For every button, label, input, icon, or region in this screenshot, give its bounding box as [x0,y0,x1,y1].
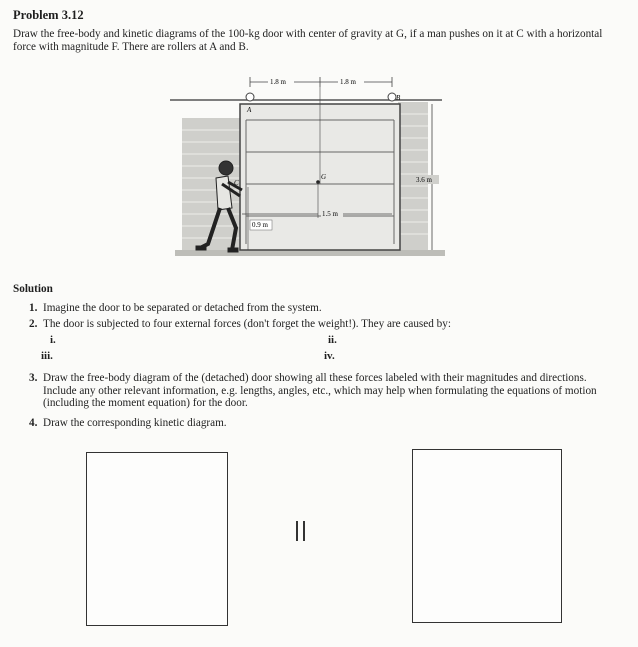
dim-height: 3.6 m [416,176,432,184]
label-g: G [321,173,327,181]
step-text: Imagine the door to be separated or detached from the system. [43,302,322,314]
step-text: The door is subjected to four external forces (don't forget the weight!). They are caused by: [43,318,451,330]
label-c: C [234,179,239,187]
sub-item-i: i. [50,334,56,346]
step-number: 3. [29,372,38,384]
problem-statement: Draw the free-body and kinetic diagrams of the 100-kg door with center of gravity at G, if a man pushes on it at C with a horizontal force with magnitude F. There are rollers at A and B. [13,28,603,53]
dim-g-to-c: 1.5 m [322,210,338,218]
label-a: A [247,106,252,114]
roller-b-icon [388,93,396,101]
step-number: 2. [29,318,38,330]
dim-push-height: 0.9 m [252,221,268,229]
step-text: Draw the free-body diagram of the (detached) door showing all these forces labeled with their magnitudes and directions. Include any other relevant information, e.g. lengths, angles, etc., which may help when formulating the equations of motion (including the moment equation) for the door. [43,372,597,409]
sub-item-iv: iv. [324,350,335,362]
dim-top-left: 1.8 m [270,78,286,86]
sub-item-iii: iii. [41,350,53,362]
step-number: 1. [29,302,38,314]
step-4 [29,417,227,430]
step-1 [29,302,322,315]
free-body-diagram-box[interactable] [86,452,228,626]
step-3 [29,372,597,409]
equals-sign [296,521,306,541]
solution-heading: Solution [13,283,53,295]
roller-a-icon [246,93,254,101]
sub-item-ii: ii. [328,334,337,346]
step-number: 4. [29,417,38,429]
problem-title: Problem 3.12 [13,8,84,22]
door-figure [170,72,450,262]
step-2 [29,318,451,331]
kinetic-diagram-box[interactable] [412,449,562,623]
label-b: B [396,94,401,102]
dim-top-right: 1.8 m [340,78,356,86]
step-text: Draw the corresponding kinetic diagram. [43,417,227,429]
